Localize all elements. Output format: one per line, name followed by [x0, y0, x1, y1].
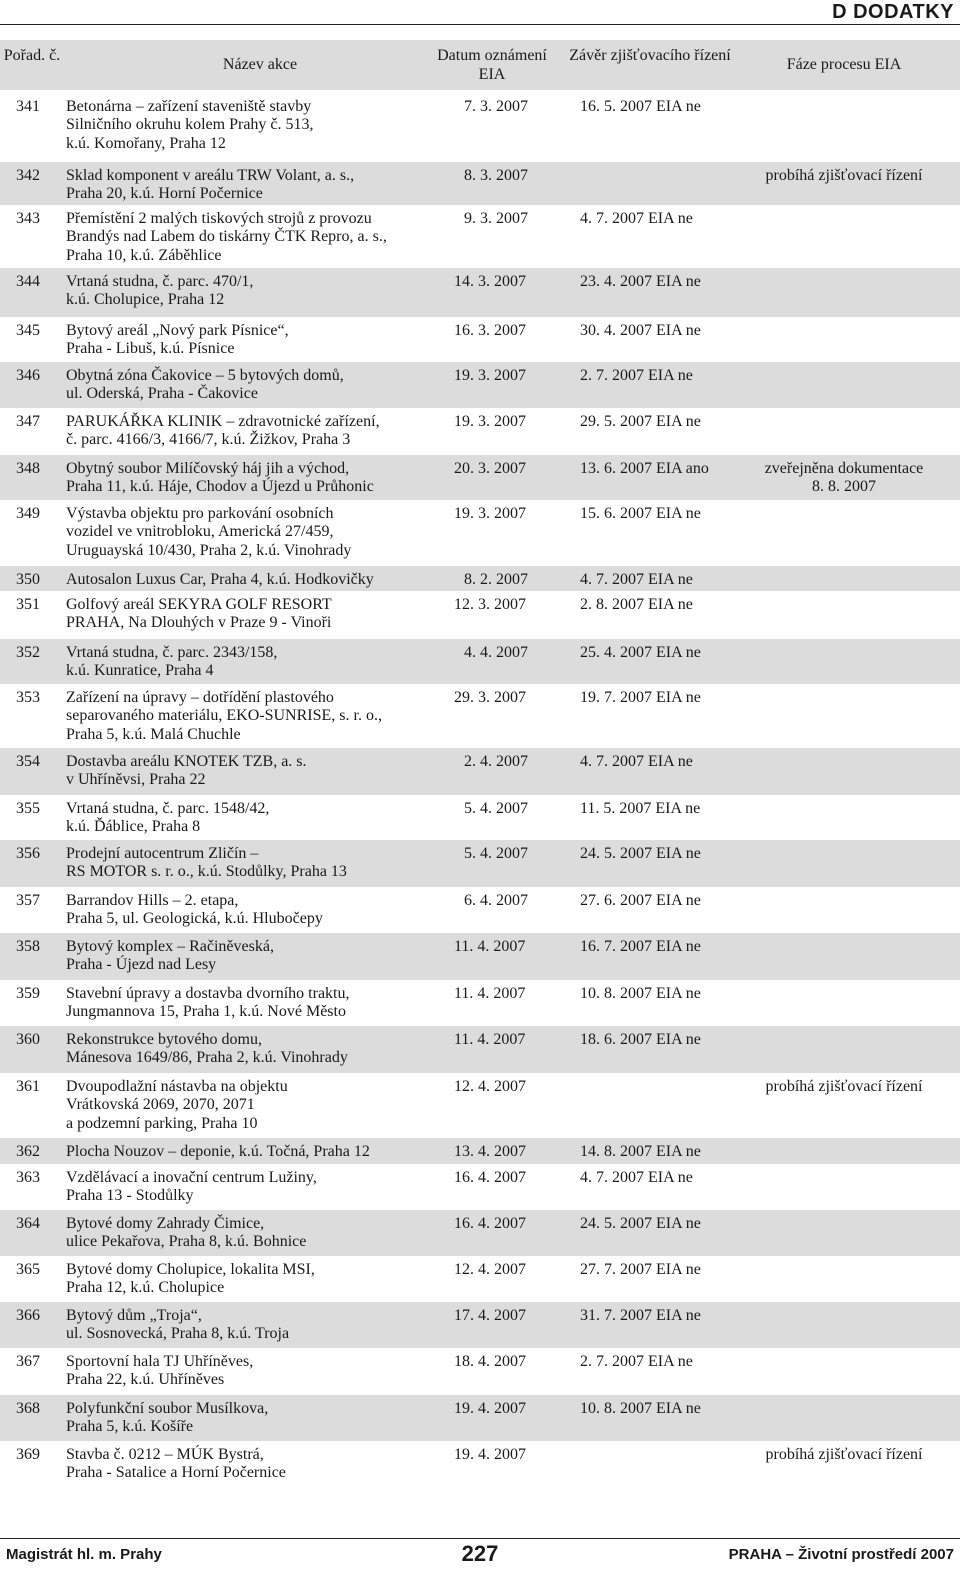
row-number: 360 [16, 1031, 40, 1048]
row-number: 348 [16, 460, 40, 477]
table-row [0, 205, 960, 268]
row-name: Bytové domy Cholupice, lokalita MSI, Praha 12, k.ú. Cholupice [66, 1261, 315, 1297]
row-conclusion: 10. 8. 2007 EIA ne [580, 1400, 701, 1417]
table-row [0, 408, 960, 455]
section-label: D DODATKY [832, 1, 954, 23]
row-number: 344 [16, 273, 40, 290]
row-number: 352 [16, 644, 40, 661]
page-number: 227 [461, 1541, 499, 1566]
table-row [0, 1138, 960, 1164]
row-number: 356 [16, 845, 40, 862]
row-date: 17. 4. 2007 [454, 1307, 526, 1324]
footer-publisher: Magistrát hl. m. Prahy [6, 1546, 162, 1563]
row-conclusion: 25. 4. 2007 EIA ne [580, 644, 701, 661]
row-date: 16. 4. 2007 [454, 1215, 526, 1232]
row-number: 367 [16, 1353, 40, 1370]
row-conclusion: 18. 6. 2007 EIA ne [580, 1031, 701, 1048]
row-date: 9. 3. 2007 [464, 210, 528, 227]
row-number: 351 [16, 596, 40, 613]
row-name: Vrtaná studna, č. parc. 470/1, k.ú. Cholupice, Praha 12 [66, 273, 254, 309]
row-date: 8. 3. 2007 [464, 167, 528, 184]
row-number: 341 [16, 98, 40, 115]
row-date: 7. 3. 2007 [464, 98, 528, 115]
row-conclusion: 19. 7. 2007 EIA ne [580, 689, 701, 706]
row-conclusion: 10. 8. 2007 EIA ne [580, 985, 701, 1002]
section-header [0, 0, 960, 24]
row-date: 8. 2. 2007 [464, 571, 528, 588]
row-name: Prodejní autocentrum Zličín – RS MOTOR s. r. o., k.ú. Stodůlky, Praha 13 [66, 845, 347, 881]
row-conclusion: 2. 7. 2007 EIA ne [580, 1353, 693, 1370]
row-name: Dvoupodlažní nástavba na objektu Vrátkovská 2069, 2070, 2071 a podzemní parking, Praha 10 [66, 1078, 288, 1132]
row-date: 11. 4. 2007 [454, 1031, 526, 1048]
row-conclusion: 16. 5. 2007 EIA ne [580, 98, 701, 115]
table-row [0, 1302, 960, 1348]
footer-title: PRAHA – Životní prostředí 2007 [728, 1546, 954, 1563]
row-name: Bytové domy Zahrady Čimice, ulice Pekařova, Praha 8, k.ú. Bohnice [66, 1215, 307, 1251]
table-row [0, 162, 960, 205]
row-number: 350 [16, 571, 40, 588]
row-number: 353 [16, 689, 40, 706]
row-name: Vzdělávací a inovační centrum Lužiny, Praha 13 - Stodůlky [66, 1169, 317, 1205]
row-date: 19. 3. 2007 [454, 413, 526, 430]
row-name: Stavební úpravy a dostavba dvorního traktu, Jungmannova 15, Praha 1, k.ú. Nové Město [66, 985, 350, 1021]
table-row [0, 1441, 960, 1490]
row-number: 347 [16, 413, 40, 430]
row-date: 11. 4. 2007 [454, 938, 526, 955]
header-rule [0, 24, 960, 25]
row-date: 16. 3. 2007 [454, 322, 526, 339]
table-header [0, 40, 960, 90]
table-row [0, 933, 960, 980]
row-conclusion: 24. 5. 2007 EIA ne [580, 845, 701, 862]
table-row [0, 887, 960, 933]
row-phase: probíhá zjišťovací řízení [765, 1078, 923, 1095]
row-date: 20. 3. 2007 [454, 460, 526, 477]
row-conclusion: 14. 8. 2007 EIA ne [580, 1143, 701, 1160]
header-phase: Fáze procesu EIA [786, 56, 902, 73]
row-name: Autosalon Luxus Car, Praha 4, k.ú. Hodkovičky [66, 571, 374, 588]
row-date: 12. 4. 2007 [454, 1261, 526, 1278]
row-name: Stavba č. 0212 – MÚK Bystrá, Praha - Satalice a Horní Počernice [66, 1446, 286, 1482]
row-name: Vrtaná studna, č. parc. 2343/158, k.ú. Kunratice, Praha 4 [66, 644, 278, 680]
row-name: Bytový dům „Troja“, ul. Sosnovecká, Praha 8, k.ú. Troja [66, 1307, 290, 1343]
row-name: Vrtaná studna, č. parc. 1548/42, k.ú. Ďáblice, Praha 8 [66, 800, 270, 836]
row-conclusion: 4. 7. 2007 EIA ne [580, 753, 693, 770]
table-row [0, 1256, 960, 1302]
row-conclusion: 13. 6. 2007 EIA ano [580, 460, 709, 477]
row-conclusion: 11. 5. 2007 EIA ne [580, 800, 701, 817]
row-number: 355 [16, 800, 40, 817]
table-row [0, 268, 960, 317]
row-date: 19. 4. 2007 [454, 1400, 526, 1417]
row-date: 12. 3. 2007 [454, 596, 526, 613]
row-date: 4. 4. 2007 [464, 644, 528, 661]
row-number: 342 [16, 167, 40, 184]
row-number: 346 [16, 367, 40, 384]
row-name: Sportovní hala TJ Uhříněves, Praha 22, k.ú. Uhříněves [66, 1353, 254, 1389]
table-row [0, 500, 960, 566]
row-number: 365 [16, 1261, 40, 1278]
row-phase: probíhá zjišťovací řízení [765, 167, 923, 184]
row-name: Golfový areál SEKYRA GOLF RESORT PRAHA, Na Dlouhých v Praze 9 - Vinoři [66, 596, 332, 632]
row-conclusion: 31. 7. 2007 EIA ne [580, 1307, 701, 1324]
row-conclusion: 2. 7. 2007 EIA ne [580, 367, 693, 384]
row-name: Betonárna – zařízení staveniště stavby Silničního okruhu kolem Prahy č. 513, k.ú. Komořany, Praha 12 [66, 98, 314, 152]
table-row [0, 684, 960, 748]
row-name: Přemístění 2 malých tiskových strojů z provozu Brandýs nad Labem do tiskárny ČTK Repro, a. s., Praha 10, k.ú. Záběhlice [66, 210, 387, 264]
row-number: 366 [16, 1307, 40, 1324]
row-conclusion: 4. 7. 2007 EIA ne [580, 1169, 693, 1186]
row-date: 19. 3. 2007 [454, 505, 526, 522]
row-date: 2. 4. 2007 [464, 753, 528, 770]
row-number: 345 [16, 322, 40, 339]
row-date: 11. 4. 2007 [454, 985, 526, 1002]
row-number: 361 [16, 1078, 40, 1095]
row-name: Barrandov Hills – 2. etapa, Praha 5, ul. Geologická, k.ú. Hlubočepy [66, 892, 323, 928]
row-date: 19. 4. 2007 [454, 1446, 526, 1463]
header-date: Datum oznámení EIA [437, 47, 547, 83]
row-date: 5. 4. 2007 [464, 800, 528, 817]
row-number: 358 [16, 938, 40, 955]
row-name: Sklad komponent v areálu TRW Volant, a. s., Praha 20, k.ú. Horní Počernice [66, 167, 355, 203]
row-name: Rekonstrukce bytového domu, Mánesova 1649/86, Praha 2, k.ú. Vinohrady [66, 1031, 348, 1067]
table-row [0, 591, 960, 639]
row-date: 5. 4. 2007 [464, 845, 528, 862]
table-row [0, 795, 960, 840]
row-number: 368 [16, 1400, 40, 1417]
row-conclusion: 24. 5. 2007 EIA ne [580, 1215, 701, 1232]
row-date: 16. 4. 2007 [454, 1169, 526, 1186]
row-date: 29. 3. 2007 [454, 689, 526, 706]
row-date: 18. 4. 2007 [454, 1353, 526, 1370]
row-date: 19. 3. 2007 [454, 367, 526, 384]
table-row [0, 748, 960, 795]
row-number: 354 [16, 753, 40, 770]
row-date: 6. 4. 2007 [464, 892, 528, 909]
row-number: 369 [16, 1446, 40, 1463]
row-name: Plocha Nouzov – deponie, k.ú. Točná, Praha 12 [66, 1143, 370, 1160]
row-number: 359 [16, 985, 40, 1002]
row-number: 363 [16, 1169, 40, 1186]
table-row [0, 639, 960, 684]
row-phase: probíhá zjišťovací řízení [765, 1446, 923, 1463]
row-conclusion: 30. 4. 2007 EIA ne [580, 322, 701, 339]
table-row [0, 980, 960, 1026]
row-number: 349 [16, 505, 40, 522]
row-date: 12. 4. 2007 [454, 1078, 526, 1095]
table-row [0, 566, 960, 591]
row-conclusion: 16. 7. 2007 EIA ne [580, 938, 701, 955]
page-footer [0, 1538, 960, 1569]
row-name: Výstavba objektu pro parkování osobních vozidel ve vnitrobloku, Americká 27/459, Uruguayská 10/430, Praha 2, k.ú. Vinohrady [66, 505, 352, 559]
header-num: Pořad. č. [3, 47, 61, 64]
table-row [0, 317, 960, 362]
row-name: Bytový areál „Nový park Písnice“, Praha - Libuš, k.ú. Písnice [66, 322, 289, 358]
table-row [0, 1026, 960, 1073]
row-number: 364 [16, 1215, 40, 1232]
table-row [0, 1210, 960, 1256]
row-date: 14. 3. 2007 [454, 273, 526, 290]
row-conclusion: 27. 6. 2007 EIA ne [580, 892, 701, 909]
row-conclusion: 29. 5. 2007 EIA ne [580, 413, 701, 430]
row-name: Obytná zóna Čakovice – 5 bytových domů, ul. Oderská, Praha - Čakovice [66, 367, 344, 403]
row-name: PARUKÁŘKA KLINIK – zdravotnické zařízení, č. parc. 4166/3, 4166/7, k.ú. Žižkov, Praha 3 [66, 413, 380, 449]
table-row [0, 93, 960, 162]
row-date: 13. 4. 2007 [454, 1143, 526, 1160]
table-row [0, 1073, 960, 1138]
row-name: Polyfunkční soubor Musílkova, Praha 5, k.ú. Košíře [66, 1400, 269, 1436]
row-number: 357 [16, 892, 40, 909]
row-name: Bytový komplex – Račiněveská, Praha - Újezd nad Lesy [66, 938, 274, 974]
row-phase: zveřejněna dokumentace 8. 8. 2007 [764, 460, 924, 496]
table-row [0, 1164, 960, 1210]
row-conclusion: 15. 6. 2007 EIA ne [580, 505, 701, 522]
row-conclusion: 2. 8. 2007 EIA ne [580, 596, 693, 613]
table-row [0, 1348, 960, 1395]
row-conclusion: 27. 7. 2007 EIA ne [580, 1261, 701, 1278]
table-row [0, 1395, 960, 1441]
row-name: Obytný soubor Milíčovský háj jih a východ, Praha 11, k.ú. Háje, Chodov a Újezd u Průhonic [66, 460, 374, 496]
table-row [0, 362, 960, 408]
row-conclusion: 23. 4. 2007 EIA ne [580, 273, 701, 290]
table-row [0, 455, 960, 500]
row-number: 343 [16, 210, 40, 227]
row-conclusion: 4. 7. 2007 EIA ne [580, 210, 693, 227]
row-number: 362 [16, 1143, 40, 1160]
header-name: Název akce [222, 56, 298, 73]
row-name: Dostavba areálu KNOTEK TZB, a. s. v Uhříněvsi, Praha 22 [66, 753, 307, 789]
row-conclusion: 4. 7. 2007 EIA ne [580, 571, 693, 588]
header-conclusion: Závěr zjišťovacího řízení [569, 47, 731, 64]
row-name: Zařízení na úpravy – dotřídění plastového separovaného materiálu, EKO-SUNRISE, s. r. o., Praha 5, k.ú. Malá Chuchle [66, 689, 382, 743]
table-row [0, 840, 960, 887]
